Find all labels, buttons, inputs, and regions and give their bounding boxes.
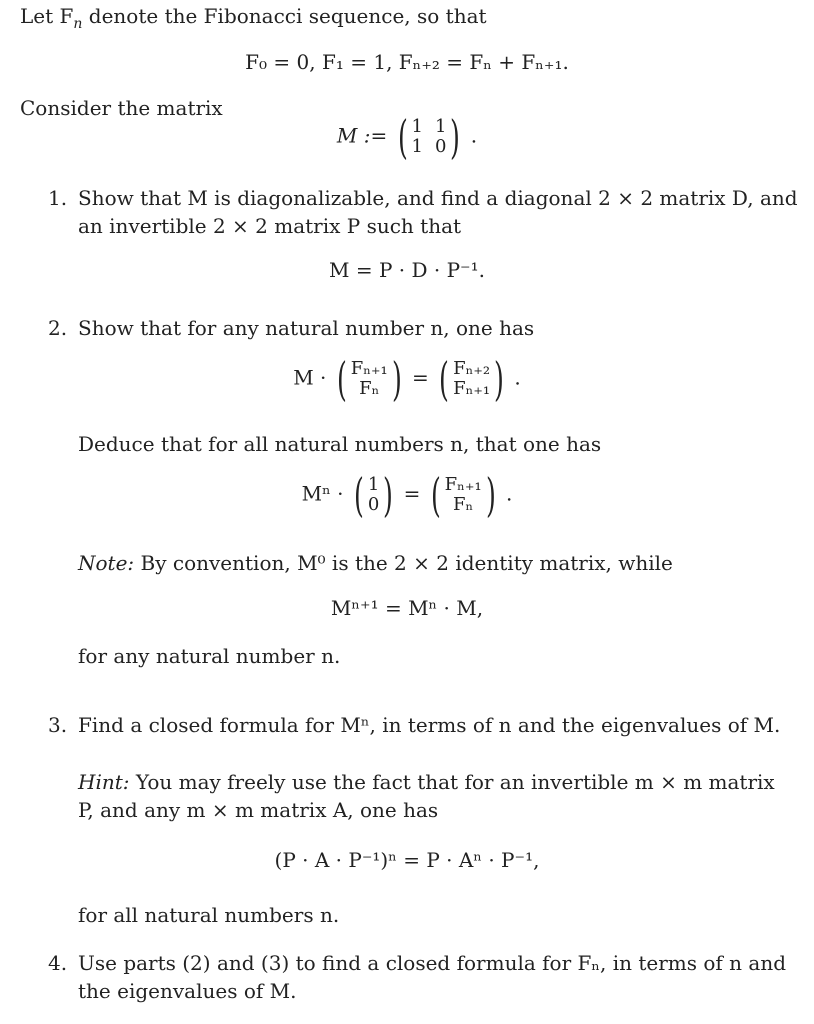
vector-3: ( 1 0 ) (353, 468, 394, 522)
matrix-label: M := (336, 123, 388, 148)
vector-1: ( Fₙ₊₁ Fₙ ) (336, 352, 402, 406)
item-2-formula: M · ( Fₙ₊₁ Fₙ ) = ( Fₙ₊₂ Fₙ₊₁ ) . (293, 352, 521, 406)
item-4-text: Use parts (2) and (3) to find a closed formula for Fₙ, in terms of n and (78, 951, 787, 975)
item-3-hint-formula: (P · A · P⁻¹)ⁿ = P · Aⁿ · P⁻¹, (274, 848, 540, 872)
item-3-number: 3. (48, 713, 68, 737)
intro-line: Let $F_n$ denote the Fibonacci sequence, so that (20, 4, 487, 32)
item-2-deduce: Deduce that for all natural numbers n, that one has (78, 432, 602, 456)
item-2-number: 2. (48, 316, 68, 340)
item-2-note-end: for any natural number n. (78, 644, 341, 668)
item-2-note-formula: Mⁿ⁺¹ = Mⁿ · M, (330, 596, 484, 620)
vector-2: ( Fₙ₊₂ Fₙ₊₁ ) (439, 352, 505, 406)
item-1-formula: M = P · D · P⁻¹. (329, 258, 485, 282)
vector-4: ( Fₙ₊₁ Fₙ ) (430, 468, 496, 522)
item-1-number: 1. (48, 186, 68, 210)
recurrence-formula: F₀ = 0, F₁ = 1, Fₙ₊₂ = Fₙ + Fₙ₊₁. (245, 50, 569, 74)
item-1-text: Show that M is diagonalizable, and find a diagonal 2 × 2 matrix D, and (78, 186, 798, 210)
item-1-text: an invertible 2 × 2 matrix P such that (78, 214, 462, 238)
item-2-text: Show that for any natural number n, one has (78, 316, 535, 340)
item-3-hint-end: for all natural numbers n. (78, 903, 340, 927)
item-3-text: Find a closed formula for Mⁿ, in terms of n and the eigenvalues of M. (78, 713, 781, 737)
item-2-formula-2: Mⁿ · ( 1 0 ) = ( Fₙ₊₁ Fₙ ) . (301, 468, 513, 522)
item-3-hint-2: P, and any m × m matrix A, one has (78, 798, 439, 822)
item-3-hint: Hint: You may freely use the fact that for an invertible m × m matrix (78, 770, 775, 794)
matrix-m: ( 1 1 1 0 ) (397, 110, 461, 164)
item-2-note: Note: By convention, M⁰ is the 2 × 2 identity matrix, while (78, 551, 673, 575)
item-4-text: the eigenvalues of M. (78, 979, 297, 1003)
consider-text: Consider the matrix (20, 96, 223, 120)
item-4-number: 4. (48, 951, 68, 975)
matrix-definition: M := ( 1 1 1 0 ) . (336, 110, 478, 164)
